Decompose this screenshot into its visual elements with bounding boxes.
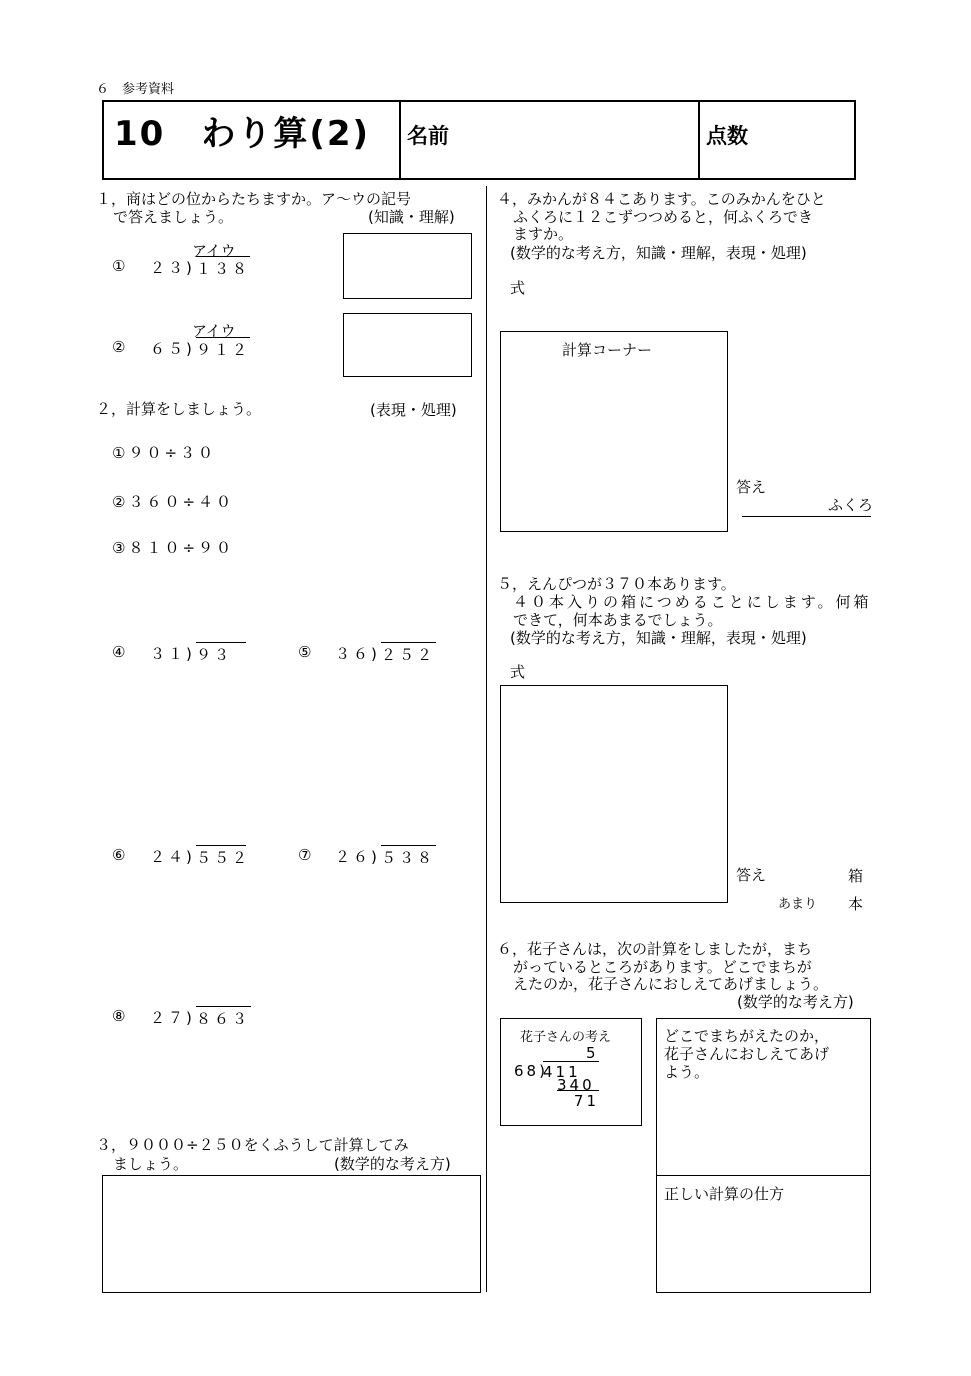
q2-divisor: ２６) xyxy=(335,848,380,866)
q5-text-line1: ５，えんぴつが３７０本あります。 xyxy=(497,575,736,593)
hanako-divisor: 68) xyxy=(514,1062,548,1080)
q1-answer-box[interactable] xyxy=(343,233,472,299)
q5-work-box[interactable] xyxy=(500,685,728,903)
q2-item-number: ⑤ xyxy=(298,643,312,661)
q1-text-line1: １，商はどの位からたちますか。ア〜ウの記号 xyxy=(96,190,412,208)
q2-text: ２，計算をしましょう。 xyxy=(96,400,262,418)
q2-item-number: ⑧ xyxy=(112,1007,126,1025)
q6-text-line1: ６，花子さんは，次の計算をしましたが，まち xyxy=(497,940,813,958)
q2-tag: (表現・処理) xyxy=(370,401,457,419)
q2-dividend: ８６３ xyxy=(196,1006,251,1029)
q2-problem: ③８１０÷９０ xyxy=(112,539,235,557)
q4-answer-label: 答え xyxy=(736,478,767,496)
q4-text-line3: ますか。 xyxy=(513,225,574,243)
q2-item-number: ④ xyxy=(112,643,126,661)
q3-answer-box[interactable] xyxy=(102,1175,481,1293)
q1-places-label: アイウ xyxy=(192,242,236,260)
q1-dividend: １３８ xyxy=(196,256,250,279)
q2-dividend: ２５２ xyxy=(381,642,436,665)
q1-dividend: ９１２ xyxy=(196,337,250,360)
q6-where-text: どこでまちがえたのか， xyxy=(664,1027,830,1045)
q4-tag: (数学的な考え方，知識・理解，表現・処理) xyxy=(510,244,807,262)
q5-unit-pencil: 本 xyxy=(848,895,864,913)
column-divider xyxy=(486,186,487,1292)
page-reference: ６ 参考資料 xyxy=(96,82,175,97)
q4-calc-corner-label: 計算コーナー xyxy=(562,341,653,359)
q3-text-line2: ましょう。 xyxy=(113,1155,189,1173)
hanako-work-title: 花子さんの考え xyxy=(520,1030,612,1045)
q4-answer-line[interactable] xyxy=(742,516,871,517)
q5-text-line2: ４０本入りの箱につめることにします。何箱 xyxy=(513,593,872,611)
q4-text-line1: ４，みかんが８４こあります。このみかんをひと xyxy=(497,190,826,208)
q2-dividend: ９３ xyxy=(196,642,246,665)
hanako-product: 340 xyxy=(557,1076,595,1094)
q6-where-text: よう。 xyxy=(664,1063,710,1081)
q6-text-line3: えたのか，花子さんにおしえてあげましょう。 xyxy=(513,975,829,993)
q2-problem: ②３６０÷４０ xyxy=(112,493,235,511)
q6-where-text: 花子さんにおしえてあげ xyxy=(664,1045,830,1063)
q2-divisor: ３１) xyxy=(150,645,195,663)
q1-answer-box[interactable] xyxy=(343,313,472,377)
header-divider xyxy=(399,100,401,180)
q2-dividend: ５３８ xyxy=(381,845,436,868)
q6-text-line2: がっているところがあります。どこでまちが xyxy=(513,958,812,976)
q3-tag: (数学的な考え方) xyxy=(334,1155,451,1173)
q5-answer-label: 答え xyxy=(736,866,767,884)
q1-item-number: ① xyxy=(112,257,126,275)
q6-answer-divider xyxy=(656,1175,871,1176)
hanako-quotient: 5 xyxy=(586,1044,599,1062)
q2-item-number: ⑦ xyxy=(298,846,312,864)
worksheet-title: 10 わり算(2) xyxy=(114,114,371,154)
hanako-dividend: 411 xyxy=(543,1061,599,1081)
q5-tag: (数学的な考え方，知識・理解，表現・処理) xyxy=(510,629,807,647)
q3-text-line1: ３，９０００÷２５０をくふうして計算してみ xyxy=(96,1136,409,1154)
q2-item-number: ⑥ xyxy=(112,846,126,864)
hanako-remainder: 71 xyxy=(557,1090,599,1110)
q1-places-label: アイウ xyxy=(192,322,236,340)
q1-text-line2: で答えましょう。 xyxy=(113,208,234,226)
q4-text-line2: ふくろに１２こずつつめると，何ふくろでき xyxy=(513,208,813,226)
q5-shiki-label: 式 xyxy=(510,663,526,681)
q4-calc-corner-box[interactable] xyxy=(500,331,728,532)
q2-divisor: ２４) xyxy=(150,848,195,866)
q1-divisor: ２３) xyxy=(150,259,195,277)
header-divider xyxy=(698,100,700,180)
q1-item-number: ② xyxy=(112,338,126,356)
q2-divisor: ３６) xyxy=(335,645,380,663)
q5-unit-box: 箱 xyxy=(848,867,864,885)
q6-correct-method-label: 正しい計算の仕方 xyxy=(664,1185,785,1203)
q5-remainder-label: あまり xyxy=(778,897,818,912)
q2-dividend: ５５２ xyxy=(196,845,246,868)
q6-tag: (数学的な考え方) xyxy=(737,993,854,1011)
q2-divisor: ２７) xyxy=(150,1009,195,1027)
score-label: 点数 xyxy=(706,124,748,148)
q5-text-line3: できて，何本あまるでしょう。 xyxy=(513,611,723,629)
q1-divisor: ６５) xyxy=(150,340,195,358)
q1-tag: (知識・理解) xyxy=(368,208,455,226)
q2-problem: ①９０÷３０ xyxy=(112,444,217,462)
q4-shiki-label: 式 xyxy=(510,279,526,297)
name-label: 名前 xyxy=(407,124,449,148)
q4-unit-label: ふくろ xyxy=(828,496,874,514)
